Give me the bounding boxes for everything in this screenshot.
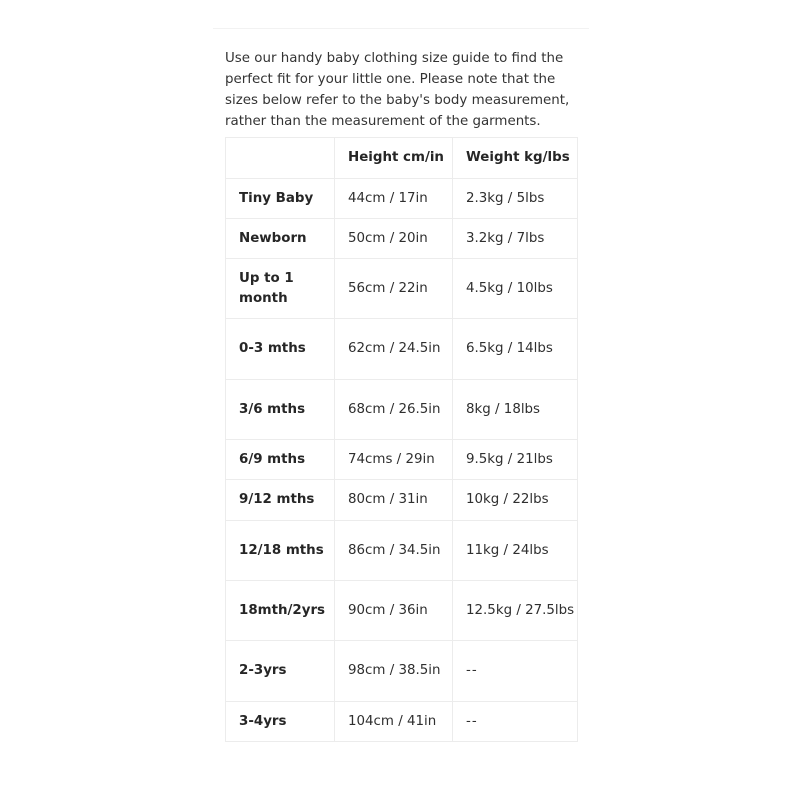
table-row	[226, 480, 578, 521]
size-cell: 3/6 mths	[226, 380, 335, 440]
size-cell: 0-3 mths	[226, 319, 335, 380]
height-cell: 80cm / 31in	[335, 480, 453, 521]
table-row	[226, 259, 578, 319]
size-guide-table	[225, 137, 578, 742]
size-cell: 9/12 mths	[226, 480, 335, 521]
height-cell: 86cm / 34.5in	[335, 521, 453, 581]
weight-cell: 6.5kg / 14lbs	[453, 319, 578, 380]
height-cell: 50cm / 20in	[335, 219, 453, 259]
weight-cell: 2.3kg / 5lbs	[453, 179, 578, 219]
intro-paragraph: Use our handy baby clothing size guide to find the perfect fit for your little one. Please note that the sizes below refer to the baby's body measurement, rather than the measurement of the garments.	[225, 51, 570, 129]
table-row	[226, 319, 578, 380]
size-cell: Up to 1 month	[226, 259, 335, 319]
weight-cell: 4.5kg / 10lbs	[453, 259, 578, 319]
height-cell: 62cm / 24.5in	[335, 319, 453, 380]
table-row	[226, 521, 578, 581]
weight-cell: 12.5kg / 27.5lbs	[453, 581, 578, 641]
height-cell: 56cm / 22in	[335, 259, 453, 319]
weight-cell: 9.5kg / 21lbs	[453, 440, 578, 480]
height-cell: 98cm / 38.5in	[335, 641, 453, 702]
weight-cell: --	[453, 641, 578, 702]
size-cell: Newborn	[226, 219, 335, 259]
weight-cell: 8kg / 18lbs	[453, 380, 578, 440]
height-cell: 74cms / 29in	[335, 440, 453, 480]
height-cell: 68cm / 26.5in	[335, 380, 453, 440]
table-row	[226, 641, 578, 702]
size-cell: Tiny Baby	[226, 179, 335, 219]
size-cell: 3-4yrs	[226, 702, 335, 742]
size-cell: 18mth/2yrs	[226, 581, 335, 641]
header-weight: Weight kg/lbs	[453, 138, 578, 179]
table-row	[226, 702, 578, 742]
size-cell: 2-3yrs	[226, 641, 335, 702]
weight-cell: 10kg / 22lbs	[453, 480, 578, 521]
table-row	[226, 219, 578, 259]
weight-cell: 3.2kg / 7lbs	[453, 219, 578, 259]
height-cell: 90cm / 36in	[335, 581, 453, 641]
weight-cell: --	[453, 702, 578, 742]
table-row	[226, 179, 578, 219]
top-divider	[213, 28, 589, 29]
table-row	[226, 581, 578, 641]
table-row	[226, 380, 578, 440]
size-cell: 6/9 mths	[226, 440, 335, 480]
table-row	[226, 440, 578, 480]
weight-cell: 11kg / 24lbs	[453, 521, 578, 581]
header-height: Height cm/in	[335, 138, 453, 179]
height-cell: 104cm / 41in	[335, 702, 453, 742]
size-cell: 12/18 mths	[226, 521, 335, 581]
table-header-row	[226, 138, 578, 179]
height-cell: 44cm / 17in	[335, 179, 453, 219]
header-size	[226, 138, 335, 179]
